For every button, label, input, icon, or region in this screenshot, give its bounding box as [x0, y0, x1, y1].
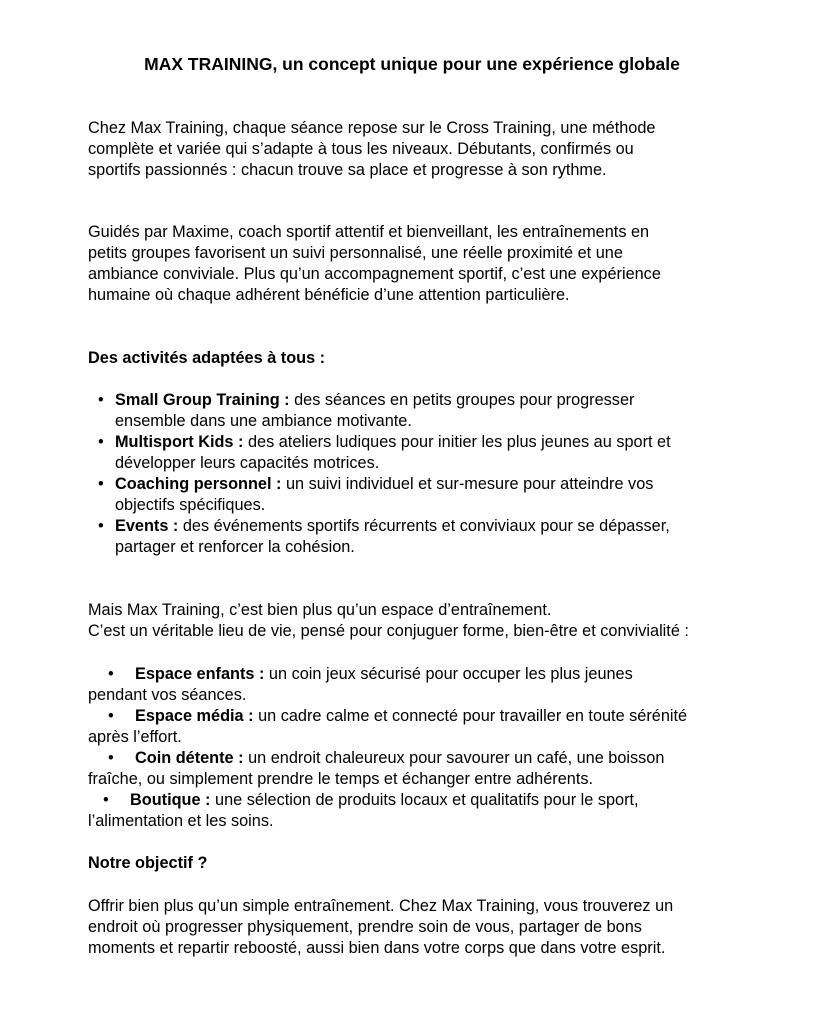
list-item: [88, 432, 788, 474]
item-label: Coin détente :: [135, 749, 244, 767]
item-text-cont: partager et renforcer la cohésion.: [115, 538, 355, 556]
item-label: Coaching personnel :: [115, 475, 282, 493]
bullet-icon: •: [98, 433, 104, 451]
page-title: MAX TRAINING, un concept unique pour une expérience globale: [144, 54, 680, 74]
item-text: un coin jeux sécurisé pour occuper les plus jeunes: [264, 665, 633, 683]
coach-line: ambiance conviviale. Plus qu’un accompagnement sportif, c’est une expérience: [88, 265, 661, 283]
list-item: [88, 474, 788, 516]
objective-paragraph: [88, 896, 788, 959]
item-label: Small Group Training :: [115, 391, 290, 409]
item-label: Espace média :: [135, 707, 254, 725]
list-item: [88, 748, 788, 790]
activities-heading: Des activités adaptées à tous :: [88, 349, 326, 367]
coach-line: humaine où chaque adhérent bénéficie d’une attention particulière.: [88, 286, 570, 304]
more-line: Mais Max Training, c’est bien plus qu’un espace d’entraînement.: [88, 601, 552, 619]
item-text: un endroit chaleureux pour savourer un café, une boisson: [243, 749, 665, 767]
list-item: [88, 516, 788, 558]
objective-line: endroit où progresser physiquement, prendre soin de vous, partager de bons: [88, 918, 642, 936]
list-item: [88, 390, 788, 432]
more-line: C’est un véritable lieu de vie, pensé pour conjuguer forme, bien-être et convivialité :: [88, 622, 689, 640]
intro-line: Chez Max Training, chaque séance repose sur le Cross Training, une méthode: [88, 119, 656, 137]
item-text-cont: l’alimentation et les soins.: [88, 812, 274, 830]
list-item: [88, 706, 788, 748]
item-label: Espace enfants :: [135, 665, 265, 683]
item-text-cont: après l’effort.: [88, 728, 182, 746]
objective-line: Offrir bien plus qu’un simple entraînement. Chez Max Training, vous trouverez un: [88, 897, 674, 915]
item-text: des événements sportifs récurrents et conviviaux pour se dépasser,: [178, 517, 670, 535]
intro-paragraph: [88, 118, 788, 181]
intro-line: sportifs passionnés : chacun trouve sa place et progresse à son rythme.: [88, 161, 607, 179]
more-paragraph: [88, 600, 788, 642]
objective-line: moments et repartir reboosté, aussi bien dans votre corps que dans votre esprit.: [88, 939, 666, 957]
coach-line: petits groupes favorisent un suivi personnalisé, une réelle proximité et une: [88, 244, 623, 262]
spaces-list: [88, 664, 788, 832]
item-label: Boutique :: [130, 791, 211, 809]
bullet-icon: •: [108, 707, 114, 725]
item-text-cont: objectifs spécifiques.: [115, 496, 266, 514]
item-text-cont: ensemble dans une ambiance motivante.: [115, 412, 412, 430]
item-text-cont: fraîche, ou simplement prendre le temps et échanger entre adhérents.: [88, 770, 594, 788]
bullet-icon: •: [108, 749, 114, 767]
item-label: Multisport Kids :: [115, 433, 244, 451]
bullet-icon: •: [103, 791, 109, 809]
coach-line: Guidés par Maxime, coach sportif attentif et bienveillant, les entraînements en: [88, 223, 650, 241]
bullet-icon: •: [98, 391, 104, 409]
bullet-icon: •: [98, 517, 104, 535]
item-text: des ateliers ludiques pour initier les plus jeunes au sport et: [243, 433, 671, 451]
intro-line: complète et variée qui s’adapte à tous les niveaux. Débutants, confirmés ou: [88, 140, 634, 158]
item-text-cont: pendant vos séances.: [88, 686, 247, 704]
list-item: [88, 790, 788, 832]
coach-paragraph: [88, 222, 788, 306]
list-item: [88, 664, 788, 706]
item-text: des séances en petits groupes pour progresser: [289, 391, 635, 409]
objective-heading: Notre objectif ?: [88, 854, 208, 872]
item-label: Events :: [115, 517, 179, 535]
item-text-cont: développer leurs capacités motrices.: [115, 454, 380, 472]
item-text: un suivi individuel et sur-mesure pour atteindre vos: [281, 475, 654, 493]
item-text: une sélection de produits locaux et qualitatifs pour le sport,: [210, 791, 639, 809]
item-text: un cadre calme et connecté pour travailler en toute sérénité: [253, 707, 688, 725]
bullet-icon: •: [108, 665, 114, 683]
activities-list: [88, 390, 788, 558]
bullet-icon: •: [98, 475, 104, 493]
